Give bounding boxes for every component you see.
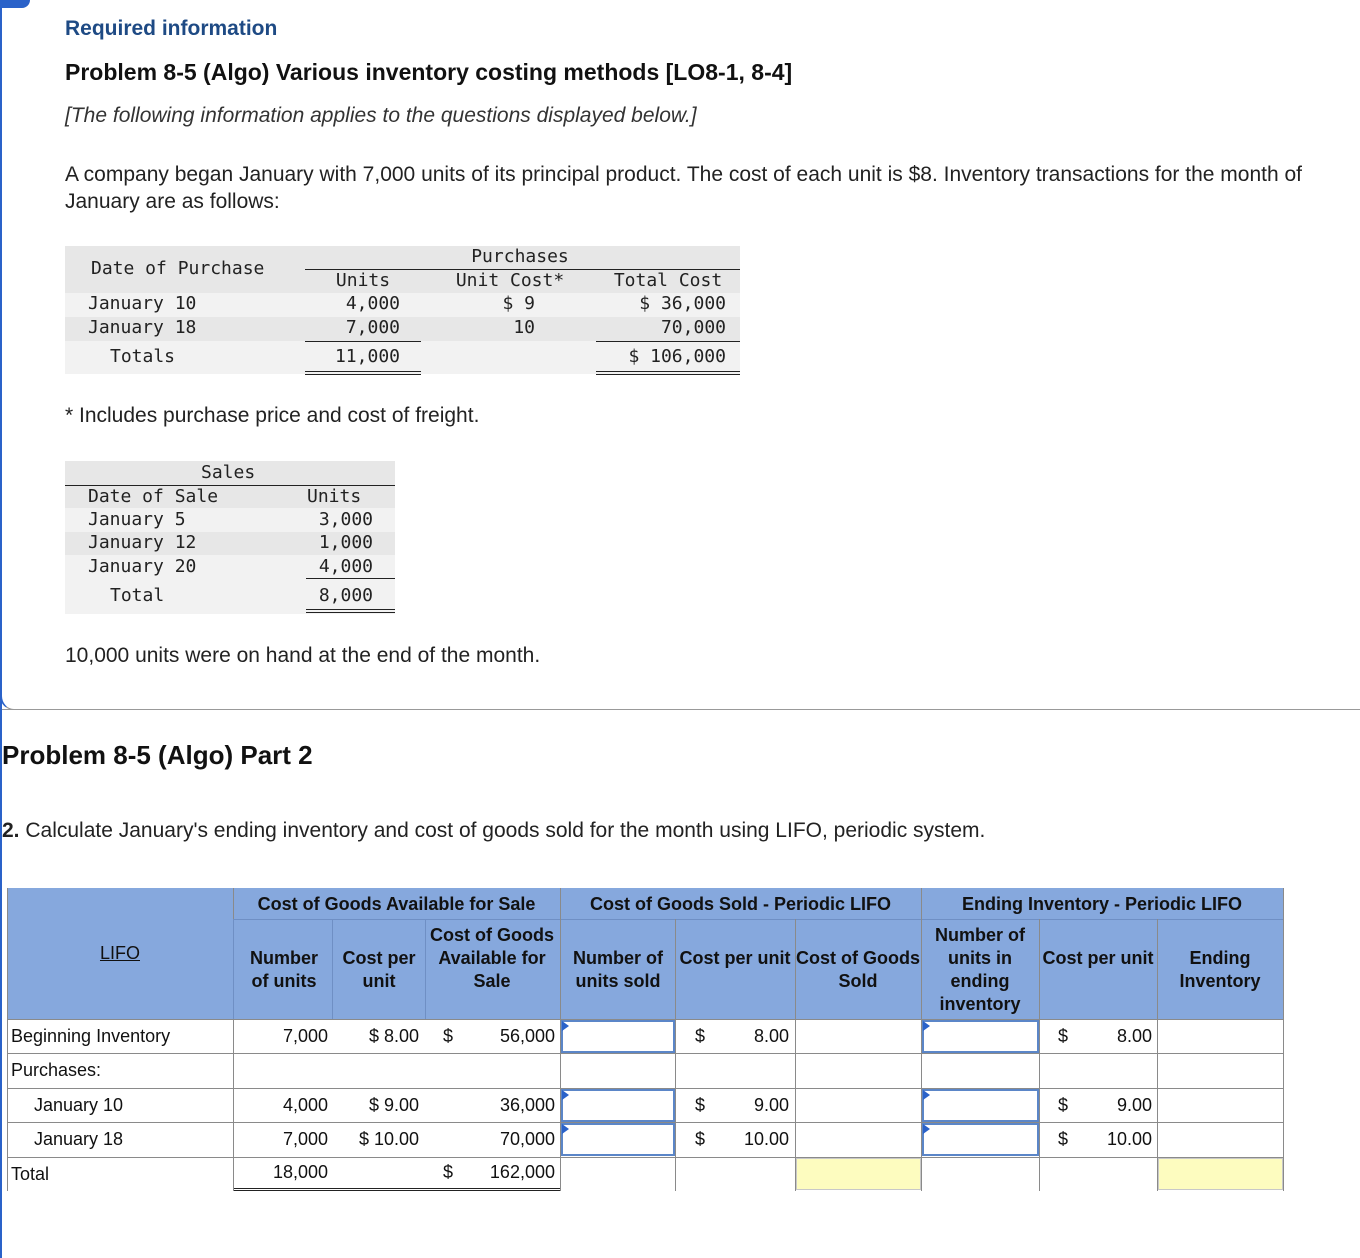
jan18-units: 7,000 [282,1129,328,1149]
jan10-sold-dollar: $ [695,1095,706,1115]
beginning-end-cost-per-unit: 8.00 [1116,1026,1152,1046]
jan10-end-dollar: $ [1058,1095,1069,1115]
jan18-sold-cost-per-unit: 10.00 [743,1129,789,1149]
col-units-sold: Number of units sold [573,948,663,991]
total-units: 18,000 [272,1162,328,1182]
corner-badge [0,0,30,8]
col-unit-cost: Unit Cost* [455,270,565,291]
col-units-ending: Number of units in ending inventory [935,925,1025,1014]
input-marker-icon [923,1124,930,1134]
row-line [7,1053,1283,1054]
sales-total-units: 8,000 [318,585,373,606]
header-divider [233,919,1283,920]
total-rule [233,1188,560,1189]
beginning-cost-available: 56,000 [499,1026,555,1046]
beginning-cost-per-unit: $ 8.00 [368,1026,419,1046]
purchase-row-total: $ 36,000 [639,293,726,314]
units-on-hand-note: 10,000 units were on hand at the end of the month. [65,644,541,667]
jan10-sold-cost-per-unit: 9.00 [753,1095,789,1115]
jan18-units-sold-input[interactable] [561,1123,675,1156]
panel-corner [0,690,18,710]
sale-row-units: 4,000 [318,556,373,577]
beginning-dollar-sign: $ [443,1026,454,1046]
input-marker-icon [562,1021,569,1031]
question-number: 2. [2,819,20,842]
col-ending-cost-per-unit: Cost per unit [1042,948,1154,968]
jan10-units: 4,000 [282,1095,328,1115]
jan10-end-cost-per-unit: 9.00 [1116,1095,1152,1115]
purchases-totals-cost: $ 106,000 [628,346,726,367]
group-ending-inventory: Ending Inventory - Periodic LIFO [961,894,1243,914]
input-marker-icon [923,1090,930,1100]
purchase-row-date: January 10 [88,293,197,314]
jan18-units-ending-input[interactable] [922,1123,1039,1156]
units-subtotal-rule [305,341,421,342]
sales-total-rule [306,612,395,613]
total-rule [233,1190,560,1191]
col-date-of-sale: Date of Sale [88,486,219,507]
col-cost-per-unit: Cost per unit [342,948,416,991]
col-line [1283,888,1284,1191]
jan18-sold-dollar: $ [695,1129,706,1149]
col-line [675,919,676,1191]
row-label-purchases: Purchases: [11,1060,102,1080]
purchase-row-unit-cost: 10 [513,317,535,338]
beginning-units-ending-input[interactable] [922,1020,1039,1053]
required-information-heading: Required information [65,17,278,40]
freight-footnote: * Includes purchase price and cost of freight. [65,404,480,427]
beginning-sold-cost-per-unit: 8.00 [753,1026,789,1046]
jan18-cost-per-unit: $ 10.00 [358,1129,419,1149]
units-total-rule [305,371,421,372]
sale-row-date: January 12 [88,532,197,553]
sale-row-date: January 20 [88,556,197,577]
jan18-end-cost-per-unit: 10.00 [1106,1129,1152,1149]
group-cost-available: Cost of Goods Available for Sale [257,894,536,914]
part-title: Problem 8-5 (Algo) Part 2 [2,740,313,770]
jan10-cost-available: 36,000 [499,1095,555,1115]
sale-row-units: 3,000 [318,509,373,530]
col-line [1039,919,1040,1191]
jan18-end-dollar: $ [1058,1129,1069,1149]
input-marker-icon [562,1124,569,1134]
col-sale-units: Units [307,486,362,507]
purchase-row-total: 70,000 [660,317,726,338]
col-line [332,919,333,1019]
col-line [1157,919,1158,1191]
row-label-beginning: Beginning Inventory [11,1026,171,1046]
left-accent-bar [0,0,2,1258]
panel-divider [2,709,1360,710]
row-label-total: Total [11,1164,50,1184]
beginning-sold-dollar: $ [695,1026,706,1046]
cost-total-rule [596,374,740,375]
purchase-row-units: 7,000 [345,317,400,338]
jan18-cost-available: 70,000 [499,1129,555,1149]
input-marker-icon [562,1090,569,1100]
purchases-group-label: Purchases [471,246,569,267]
sales-subtotal-rule [306,578,395,579]
intro-paragraph: A company began January with 7,000 units of its principal product. The cost of each unit is $8. Inventory transactions for the month of January are as follows: [65,163,1302,213]
beginning-end-dollar: $ [1058,1026,1069,1046]
col-sold-cost-per-unit: Cost per unit [679,948,791,968]
sales-total-label: Total [110,585,165,606]
row-label-jan18: January 18 [34,1129,124,1149]
question-body: Calculate January's ending inventory and cost of goods sold for the month using LIFO, periodic system. [19,819,986,842]
purchases-totals-units: 11,000 [334,346,400,367]
total-cogs-answer[interactable] [796,1158,921,1190]
col-line [425,919,426,1019]
col-units: Units [335,270,391,291]
col-number-of-units: Number of units [249,948,318,991]
purchases-totals-label: Totals [110,346,176,367]
beginning-units: 7,000 [282,1026,328,1046]
total-dollar-sign: $ [443,1162,454,1182]
col-date-of-purchase: Date of Purchase [91,258,265,279]
col-total-cost: Total Cost [613,270,723,291]
input-marker-icon [923,1021,930,1031]
purchase-row-units: 4,000 [345,293,400,314]
question-text [2,819,985,843]
jan10-units-sold-input[interactable] [561,1089,675,1122]
sales-total-rule [306,609,395,610]
col-line [795,919,796,1191]
col-ending-inventory: Ending Inventory [1179,948,1261,991]
total-cost-available: 162,000 [489,1162,555,1182]
purchase-row-date: January 18 [88,317,197,338]
cost-total-rule [596,371,740,372]
sales-group-label: Sales [201,462,256,483]
purchase-row-unit-cost: $ 9 [502,293,535,314]
applies-note: [The following information applies to the questions displayed below.] [65,104,697,127]
group-cost-sold: Cost of Goods Sold - Periodic LIFO [590,894,891,914]
jan10-cost-per-unit: $ 9.00 [368,1095,419,1115]
col-line [233,919,234,1019]
row-label-jan10: January 10 [34,1095,124,1115]
jan10-units-ending-input[interactable] [922,1089,1039,1122]
units-total-rule [305,374,421,375]
row-line [7,1157,1283,1158]
lifo-link[interactable]: LIFO [99,943,140,963]
sale-row-units: 1,000 [318,532,373,553]
total-ending-inventory-answer[interactable] [1158,1158,1283,1190]
problem-title: Problem 8-5 (Algo) Various inventory costing methods [LO8-1, 8-4] [65,59,793,85]
col-cost-available: Cost of Goods Available for Sale [430,925,554,991]
sale-row-date: January 5 [88,509,186,530]
cost-subtotal-rule [596,341,740,342]
col-line [7,888,8,1191]
col-cost-of-goods-sold: Cost of Goods Sold [796,948,920,991]
beginning-units-sold-input[interactable] [561,1020,675,1053]
